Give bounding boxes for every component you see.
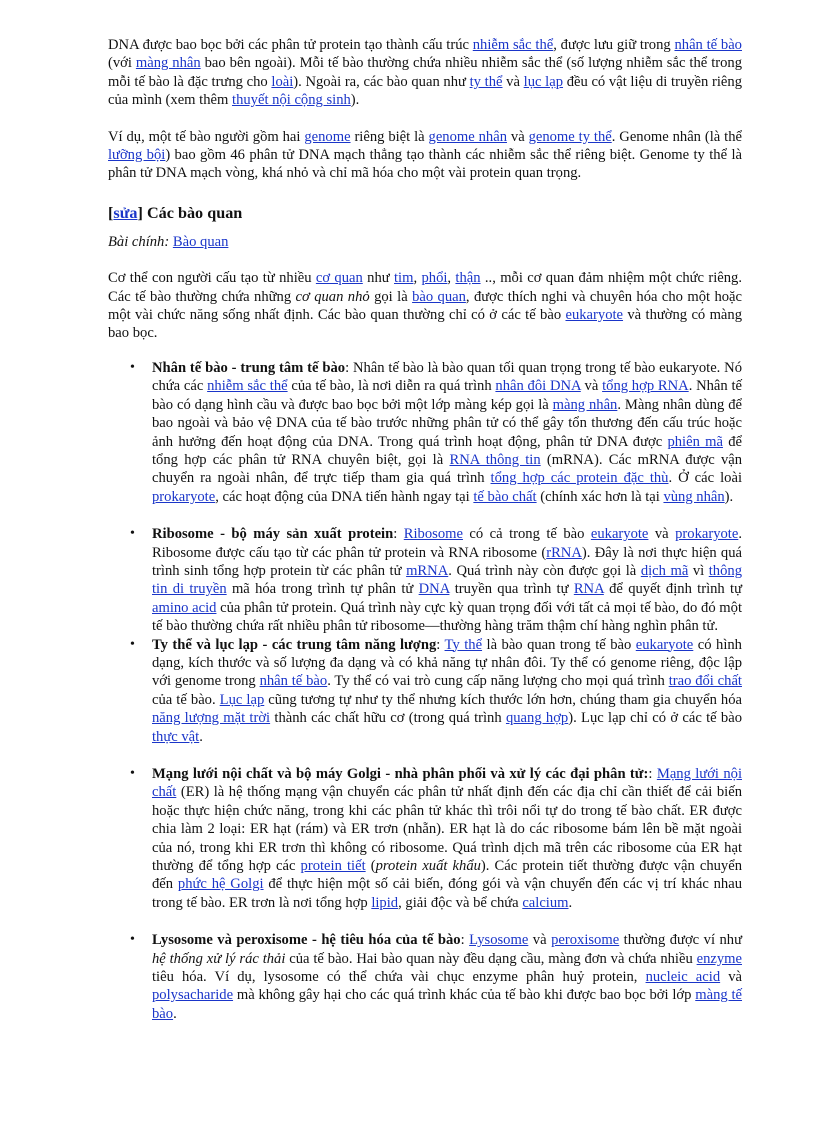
link-thuc-vat[interactable]: thực vật [152, 728, 200, 745]
text: và [720, 969, 743, 986]
text: ). Đây là nơi thực hiện quá trình sinh tổng hợp protein từ các phân tử [152, 544, 742, 579]
link-mang-nhan[interactable]: màng nhân [135, 55, 201, 72]
link-lipid[interactable]: lipid [371, 894, 399, 911]
link-thuyet-noi-cong-sinh[interactable]: thuyết nội cộng sinh [232, 92, 351, 109]
item-title: Mạng lưới nội chất và bộ máy Golgi - nhà phân phối và xử lý các đại phân tử: [152, 766, 649, 782]
text: riêng biệt là [350, 128, 429, 145]
text: thành các chất hữu cơ (trong quá trình [270, 710, 506, 727]
link-amino-acid[interactable]: amino acid [152, 599, 217, 616]
text: để quyết định trình tự [603, 581, 742, 598]
link-nang-luong-mat-troi[interactable]: năng lượng mặt trời [152, 710, 271, 727]
text: . [173, 1005, 177, 1022]
text: ). Ngoài ra, các bào quan như [293, 73, 470, 90]
link-rna-thong-tin[interactable]: RNA thông tin [449, 451, 541, 468]
text: . Ty thể có vai trò cung cấp năng lượng cho mọi quá trình [327, 673, 669, 690]
text: (mRNA). Các mRNA được vận chuyển ra ngoài nhân, để trực tiếp tham gia quá trình [152, 451, 743, 487]
link-te-bao-chat[interactable]: tế bào chất [473, 488, 537, 505]
text: , được thích nghi và chuyên hóa cho một hoặc một vài chức năng sống nhất định. Các bào quan thường chỉ có ở các tế bào [108, 288, 743, 324]
list-item-nucleus [152, 359, 742, 506]
text: : [648, 766, 657, 782]
link-nhan-te-bao-2[interactable]: nhân tế bào [259, 673, 328, 690]
text: , [447, 270, 456, 287]
bracket-open: [ [108, 203, 114, 222]
link-than[interactable]: thận [455, 270, 481, 287]
text: . Ở các loài [668, 470, 742, 487]
link-eukaryote[interactable]: eukaryote [565, 307, 624, 324]
text: mã hóa trong trình tự phân tử [226, 581, 419, 598]
text: của tế bào. Hai bào quan này đều dạng cầu, màng đơn và chứa nhiều [285, 950, 697, 967]
link-phoi[interactable]: phổi [421, 270, 448, 287]
organelle-list [108, 359, 742, 1023]
text: ( [365, 858, 376, 875]
text: DNA được bao bọc bởi các phân tử protein tạo thành cấu trúc [108, 37, 473, 53]
text: . Nhân tế bào có dạng hình cầu và được bao bọc bởi một lớp màng kép gọi là [152, 378, 743, 413]
section-heading [108, 202, 742, 224]
link-dich-ma[interactable]: dịch mã [640, 562, 689, 579]
link-genome[interactable]: genome [304, 128, 351, 145]
text: ). Lục lạp chỉ có ở các tế bào [568, 710, 742, 727]
text: là bào quan trong tế bào [482, 636, 636, 653]
paragraph-dna-chromosomes [108, 36, 742, 110]
edit-section-link[interactable]: sửa [113, 203, 138, 222]
list-item-er-golgi [152, 765, 742, 912]
text: ) bao gồm 46 phân tử DNA mạch thẳng tạo thành các nhiễm sắc thể riêng biệt. Genome ty thể là phân tử DNA mạch vòng, khá nhỏ và chỉ mã hóa cho một vài protein quan trọng. [108, 147, 742, 182]
text: có cả trong tế bào [462, 526, 591, 543]
text: và [648, 526, 676, 543]
link-peroxisome[interactable]: peroxisome [551, 932, 620, 949]
link-nhiem-sac-the[interactable]: nhiễm sắc thể [472, 37, 554, 53]
text: và [502, 73, 524, 90]
link-prokaryote[interactable]: prokaryote [152, 488, 216, 505]
text: , các hoạt động của DNA tiến hành ngay tại [215, 488, 474, 505]
text: ). [724, 488, 734, 505]
link-mrna[interactable]: mRNA [406, 562, 449, 579]
link-tong-hop-protein[interactable]: tổng hợp các protein đặc thù [490, 470, 669, 487]
text: ). [350, 92, 360, 109]
text: truyền qua trình tự [449, 581, 574, 598]
link-protein-tiet[interactable]: protein tiết [300, 858, 366, 875]
link-ribosome[interactable]: Ribosome [403, 526, 463, 543]
link-thong-tin-di-truyen[interactable]: thông tin di truyền [152, 562, 742, 598]
text: vì [688, 562, 709, 579]
link-eukaryote-2[interactable]: eukaryote [590, 526, 649, 543]
list-item-ribosome [152, 525, 742, 635]
paragraph-organs [108, 269, 742, 343]
link-loai[interactable]: loài [271, 73, 294, 90]
link-co-quan[interactable]: cơ quan [315, 270, 363, 287]
text: cũng tương tự như ty thể nhưng kích thước lớn hơn, chúng tham gia chuyển hóa [264, 691, 742, 708]
text: ). Các protein tiết thường được vận chuyển đến [152, 858, 742, 893]
link-luong-boi[interactable]: lưỡng bội [108, 147, 166, 164]
text: và [507, 128, 529, 145]
italic-text: cơ quan nhỏ [295, 288, 370, 305]
item-title: Lysosome và peroxisome - hệ tiêu hóa của tế bào [152, 932, 461, 949]
text: . Quá trình này còn được gọi là [448, 562, 641, 579]
text: để thực hiện một số cải biến, đóng gói và vận chuyển đến các vị trí khác nhau trong tế bào. ER trơn là nơi tổng hợp [152, 876, 742, 911]
link-nhan-doi-dna[interactable]: nhân đôi DNA [495, 378, 581, 395]
link-enzyme[interactable]: enzyme [696, 950, 742, 967]
text: có hình dạng, kích thước và số lượng đa dạng và có khả năng tự nhân đôi. Ty thể có genome riêng, độc lập với genome trong [152, 636, 742, 690]
text: : [393, 526, 404, 543]
link-genome-ty-the[interactable]: genome ty thể [528, 128, 612, 145]
link-luc-lap-2[interactable]: Lục lạp [219, 691, 265, 708]
text: và [528, 932, 552, 949]
link-rna[interactable]: RNA [573, 581, 604, 598]
text: bao bên ngoài). Mỗi tế bào thường chứa nhiều nhiễm sắc thể (số lượng nhiễm sắc thể trong mỗi tế bào là đặc trưng cho [108, 55, 742, 90]
text: Cơ thể con người cấu tạo từ nhiều [108, 270, 316, 287]
text: và thường có màng bao bọc. [108, 307, 743, 342]
link-genome-nhan[interactable]: genome nhân [428, 128, 507, 145]
link-tim[interactable]: tim [394, 270, 414, 287]
section-title: Các bào quan [142, 203, 243, 222]
text: của tế bào, là nơi diễn ra quá trình [287, 378, 496, 395]
paragraph-genome [108, 128, 742, 183]
link-phien-ma[interactable]: phiên mã [667, 433, 723, 450]
link-nucleic-acid[interactable]: nucleic acid [645, 969, 721, 986]
text: gọi là [369, 288, 413, 305]
link-vung-nhan[interactable]: vùng nhân [663, 488, 725, 505]
link-calcium[interactable]: calcium [522, 894, 569, 911]
text: của phân tử protein. Quá trình này cực kỳ quan trọng đối với tất cả mọi tế bào, do đó một tế bào thường chứa rất nhiều phân tử ribosome—thường hàng trăm thậm chí hàng nghìn phân tử. [152, 599, 742, 635]
link-phuc-he-golgi[interactable]: phức hệ Golgi [177, 876, 264, 893]
text: (chính xác hơn là tại [536, 488, 664, 505]
text: , được lưu giữ trong [553, 37, 675, 53]
text: , [413, 270, 422, 287]
link-nhiem-sac-the-2[interactable]: nhiễm sắc thể [207, 378, 288, 395]
link-bao-quan[interactable]: bào quan [412, 288, 466, 305]
text: như [362, 270, 394, 287]
text: (ER) là hệ thống mạng vận chuyển các phân tử nhất định đến các địa chỉ cần thiết để cải biến hoặc thực hiện chức năng, trong khi các phân tử khác thì trôi nổi tự do trong tế bào chất. ER được chia làm 2 loại: ER hạt (rám) và ER trơn (nhẵn). ER hạt là do các ribosome bám lên bề mặt ngoài của nó, trong khi ER trơn thì không có ribosome. Quá trình dịch mã trên các ribosome của ER hạt thường để tổng hợp các [152, 784, 742, 875]
link-quang-hop[interactable]: quang hợp [505, 710, 569, 727]
link-eukaryote-3[interactable]: eukaryote [635, 636, 694, 653]
item-title: Ribosome - bộ máy sản xuất protein [152, 526, 394, 543]
item-title: Nhân tế bào - trung tâm tế bào [152, 359, 346, 376]
item-title: Ty thể và lục lạp - các trung tâm năng lượng [152, 636, 437, 653]
link-polysacharide[interactable]: polysacharide [152, 987, 234, 1004]
text: của tế bào. [152, 691, 220, 708]
link-nhan-te-bao[interactable]: nhân tế bào [674, 37, 742, 53]
text: Ví dụ, một tế bào người gồm hai [108, 128, 305, 145]
italic-text: protein xuất khẩu [375, 858, 481, 875]
text: : [436, 636, 445, 653]
text: . [199, 728, 203, 745]
link-trao-doi-chat[interactable]: trao đổi chất [668, 673, 742, 690]
text: đều có vật liệu di truyền riêng của mình (xem thêm [108, 73, 742, 109]
text: , giải độc và bể chứa [398, 894, 523, 911]
list-item-lysosome [152, 931, 742, 1023]
text: . [568, 894, 573, 911]
text: . Genome nhân (là thể [611, 128, 742, 145]
text: và [580, 378, 603, 395]
text: : [460, 932, 470, 949]
text: để tổng hợp các phân tử RNA chuyên biệt, gọi là [152, 433, 742, 468]
link-dna[interactable]: DNA [418, 581, 450, 598]
bracket-close: ] [137, 203, 143, 222]
text: mà không gây hại cho các quá trình khác của tế bào khi được bao bọc bởi lớp [233, 987, 696, 1004]
link-tong-hop-rna[interactable]: tổng hợp RNA [602, 378, 689, 395]
list-item-mitochondria [152, 636, 742, 746]
link-rrna[interactable]: rRNA [546, 544, 582, 561]
link-mang-nhan-2[interactable]: màng nhân [552, 396, 618, 413]
article-body [108, 36, 742, 1023]
main-article-label: Bài chính: [108, 233, 170, 250]
text: . Ribosome được cấu tạo từ các phân tử protein và RNA ribosome ( [152, 526, 742, 561]
link-mang-te-bao[interactable]: màng tế bào [152, 987, 743, 1022]
link-bao-quan-main[interactable]: Bào quan [172, 233, 229, 250]
italic-text: hệ thống xử lý rác thải [152, 950, 286, 967]
text: .., mỗi cơ quan đảm nhiệm một chức riêng. Các tế bào thường chứa những [108, 270, 742, 305]
link-luc-lap[interactable]: lục lạp [523, 73, 564, 90]
text: . Màng nhân dùng để bao ngoài và bảo vệ DNA của tế bào trước những phân tử có thể gây tổn thương đến cấu trúc hoặc ảnh hưởng đến hoạt động của DNA. Trong quá trình hoạt động, phân tử DNA được [152, 396, 742, 450]
main-article-note [108, 233, 742, 251]
text: (với [108, 55, 136, 72]
link-lysosome[interactable]: Lysosome [469, 932, 529, 949]
link-mang-luoi-noi-chat[interactable]: Mạng lưới nội chất [152, 766, 742, 801]
text: thường được ví như [619, 932, 743, 949]
link-prokaryote-2[interactable]: prokaryote [675, 526, 739, 543]
link-ty-the-2[interactable]: Ty thể [444, 636, 483, 653]
text: : Nhân tế bào là bào quan tối quan trọng trong tế bào eukaryote. Nó chứa các [152, 359, 743, 395]
text: tiêu hóa. Ví dụ, lysosome có thể chứa vài chục enzyme phân huỷ protein, [152, 969, 646, 986]
link-ty-the[interactable]: ty thể [469, 73, 503, 90]
